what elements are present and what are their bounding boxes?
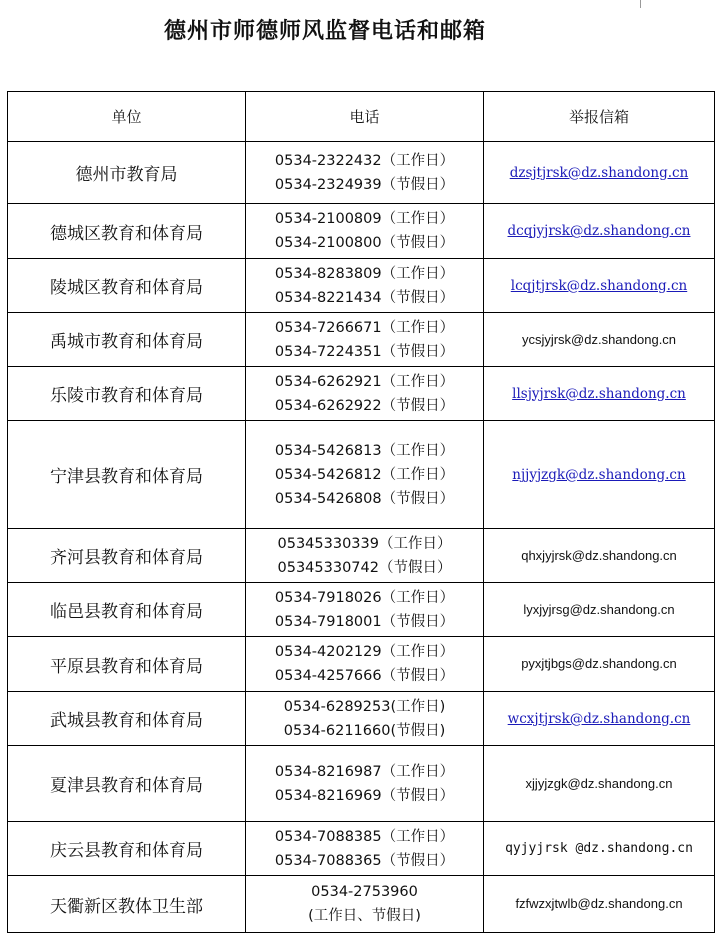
phone-line: 0534-7918026（工作日） [274, 589, 455, 606]
phone-cell [246, 637, 484, 692]
unit-cell: 陵城区教育和体育局 [8, 259, 246, 313]
page-title: 德州市师德师风监督电话和邮箱 [163, 19, 486, 44]
phone-line: 0534-7224351（节假日） [274, 343, 455, 360]
email-cell [484, 204, 715, 259]
table-row [8, 529, 715, 583]
phone-line: 0534-5426812（工作日） [274, 466, 455, 483]
email-text: fzfwzxjtwlb@dz.shandong.cn [515, 896, 683, 911]
phone-line: 0534-7918001（节假日） [274, 613, 455, 630]
phone-cell [246, 421, 484, 529]
email-link[interactable]: dcqjyjrsk@dz.shandong.cn [507, 223, 691, 239]
phone-cell [246, 367, 484, 421]
phone-line: 0534-2322432（工作日） [274, 152, 455, 169]
unit-cell: 夏津县教育和体育局 [8, 746, 246, 822]
table-row [8, 746, 715, 822]
phone-line: 0534-7266671（工作日） [274, 319, 455, 336]
phone-line: 0534-4202129（工作日） [274, 644, 455, 660]
phone-cell [246, 259, 484, 313]
unit-cell: 天衢新区教体卫生部 [8, 876, 246, 933]
phone-line: 0534-8216969（节假日） [274, 787, 455, 804]
phone-line: 05345330742（节假日） [277, 559, 452, 576]
table-body [8, 142, 715, 933]
phone-line: 0534-2100809（工作日） [274, 211, 455, 227]
phone-line: 0534-6211660(节假日) [283, 722, 446, 739]
email-link[interactable]: llsjyjrsk@dz.shandong.cn [512, 385, 686, 402]
email-text: pyxjtjbgs@dz.shandong.cn [521, 656, 677, 671]
table-row [8, 822, 715, 876]
table-row [8, 204, 715, 259]
phone-cell [246, 822, 484, 876]
phone-line: 0534-2753960 [311, 884, 418, 900]
phone-cell [246, 529, 484, 583]
email-cell [484, 259, 715, 313]
table-row [8, 637, 715, 692]
phone-line: (工作日、节假日) [308, 908, 421, 924]
email-cell [484, 367, 715, 421]
phone-line: 0534-5426813（工作日） [274, 442, 455, 459]
email-cell [484, 637, 715, 692]
email-cell [484, 746, 715, 822]
phone-cell [246, 746, 484, 822]
table-row [8, 692, 715, 746]
phone-line: 0534-8283809（工作日） [274, 265, 455, 282]
email-text: qyjyjrsk @dz.shandong.cn [505, 841, 693, 856]
header-unit: 单位 [8, 92, 246, 142]
phone-cell [246, 692, 484, 746]
unit-cell: 庆云县教育和体育局 [8, 822, 246, 876]
phone-line: 0534-6262921（工作日） [274, 373, 455, 390]
email-cell [484, 313, 715, 367]
table-row [8, 421, 715, 529]
email-cell [484, 876, 715, 933]
table-row [8, 876, 715, 933]
phone-line: 0534-7088385（工作日） [274, 828, 455, 845]
email-cell [484, 822, 715, 876]
email-cell [484, 142, 715, 204]
email-cell [484, 692, 715, 746]
table-row [8, 583, 715, 637]
email-text: lyxjyjrsg@dz.shandong.cn [523, 601, 675, 617]
phone-cell [246, 313, 484, 367]
unit-cell: 乐陵市教育和体育局 [8, 367, 246, 421]
email-text: qhxjyjrsk@dz.shandong.cn [521, 547, 677, 563]
phone-line: 0534-4257666（节假日） [274, 668, 455, 684]
phone-line: 05345330339（工作日） [277, 535, 452, 552]
phone-cell [246, 204, 484, 259]
email-text: xjjyjzgk@dz.shandong.cn [525, 775, 673, 791]
email-link[interactable]: dzsjtjrsk@dz.shandong.cn [509, 164, 689, 181]
phone-line: 0534-2100800（节假日） [274, 235, 455, 251]
page-corner-mark [640, 0, 641, 8]
phone-cell [246, 583, 484, 637]
phone-line: 0534-6289253(工作日) [283, 698, 446, 715]
table-header-row [8, 92, 715, 142]
email-text: ycsjyjrsk@dz.shandong.cn [521, 331, 677, 347]
phone-line: 0534-6262922（节假日） [274, 397, 455, 414]
email-cell [484, 529, 715, 583]
header-phone: 电话 [246, 92, 484, 142]
unit-cell: 禹城市教育和体育局 [8, 313, 246, 367]
email-cell [484, 421, 715, 529]
unit-cell: 平原县教育和体育局 [8, 637, 246, 692]
email-link[interactable]: wcxjtjrsk@dz.shandong.cn [507, 710, 691, 727]
phone-line: 0534-8216987（工作日） [274, 763, 455, 780]
phone-line: 0534-2324939（节假日） [274, 176, 455, 193]
unit-cell: 德州市教育局 [8, 142, 246, 204]
email-link[interactable]: lcqjtjrsk@dz.shandong.cn [510, 277, 688, 294]
phone-line: 0534-5426808（节假日） [274, 490, 455, 507]
phone-line: 0534-7088365（节假日） [274, 852, 455, 869]
phone-cell [246, 876, 484, 933]
table-row [8, 259, 715, 313]
email-link[interactable]: njjyjzgk@dz.shandong.cn [512, 466, 686, 483]
table-row [8, 142, 715, 204]
table-row [8, 367, 715, 421]
table-row [8, 313, 715, 367]
header-email: 举报信箱 [484, 92, 715, 142]
email-cell [484, 583, 715, 637]
contact-table [7, 91, 715, 933]
unit-cell: 齐河县教育和体育局 [8, 529, 246, 583]
unit-cell: 武城县教育和体育局 [8, 692, 246, 746]
phone-line: 0534-8221434（节假日） [274, 289, 455, 306]
unit-cell: 临邑县教育和体育局 [8, 583, 246, 637]
unit-cell: 宁津县教育和体育局 [8, 421, 246, 529]
unit-cell: 德城区教育和体育局 [8, 204, 246, 259]
phone-cell [246, 142, 484, 204]
